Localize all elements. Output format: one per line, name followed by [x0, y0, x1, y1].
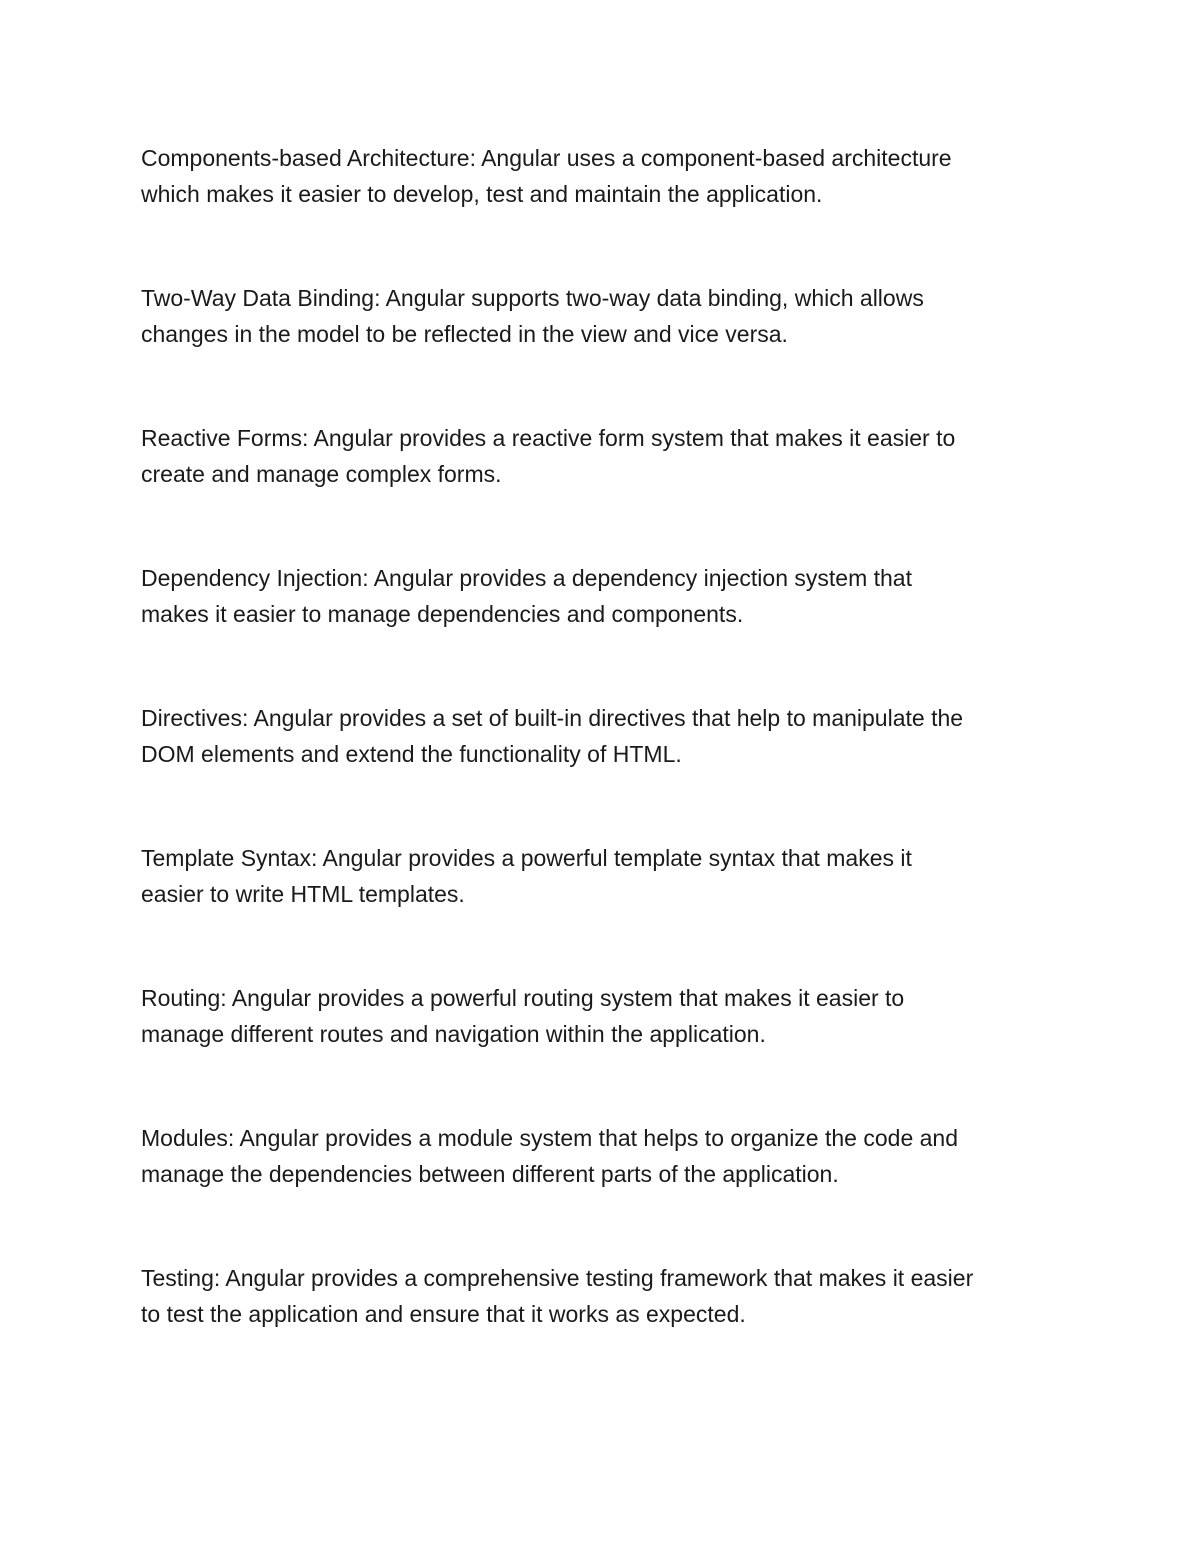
paragraph-template-syntax: [141, 840, 1081, 912]
paragraph-line: changes in the model to be reflected in the view and vice versa.: [141, 321, 788, 347]
paragraph-line: Reactive Forms: Angular provides a reactive form system that makes it easier to: [141, 425, 956, 451]
paragraph-line: Testing: Angular provides a comprehensive testing framework that makes it easier: [141, 1265, 974, 1291]
paragraph-testing: [141, 1260, 1081, 1332]
paragraph-line: Directives: Angular provides a set of built-in directives that help to manipulate the: [141, 705, 964, 731]
paragraph-dependency-injection: [141, 560, 1081, 632]
paragraph-line: DOM elements and extend the functionality of HTML.: [141, 741, 682, 767]
paragraph-line: Modules: Angular provides a module system that helps to organize the code and: [141, 1125, 958, 1151]
paragraph-reactive-forms: [141, 420, 1081, 492]
paragraph-line: Template Syntax: Angular provides a powerful template syntax that makes it: [141, 845, 912, 871]
paragraph-line: manage the dependencies between different parts of the application.: [141, 1161, 839, 1187]
paragraph-line: Dependency Injection: Angular provides a dependency injection system that: [141, 565, 912, 591]
paragraph-two-way-binding: [141, 280, 1081, 352]
paragraph-line: easier to write HTML templates.: [141, 881, 465, 907]
paragraph-line: Components-based Architecture: Angular uses a component-based architecture: [141, 145, 952, 171]
paragraph-line: which makes it easier to develop, test and maintain the application.: [141, 181, 823, 207]
paragraph-modules: [141, 1120, 1081, 1192]
paragraph-line: manage different routes and navigation within the application.: [141, 1021, 766, 1047]
paragraph-line: makes it easier to manage dependencies and components.: [141, 601, 744, 627]
paragraph-component-architecture: [141, 140, 1081, 212]
paragraph-line: to test the application and ensure that it works as expected.: [141, 1301, 746, 1327]
paragraph-line: Routing: Angular provides a powerful routing system that makes it easier to: [141, 985, 905, 1011]
paragraph-line: create and manage complex forms.: [141, 461, 502, 487]
paragraph-directives: [141, 700, 1081, 772]
paragraph-line: Two-Way Data Binding: Angular supports two-way data binding, which allows: [141, 285, 924, 311]
paragraph-routing: [141, 980, 1081, 1052]
document-body: [141, 140, 1081, 1400]
